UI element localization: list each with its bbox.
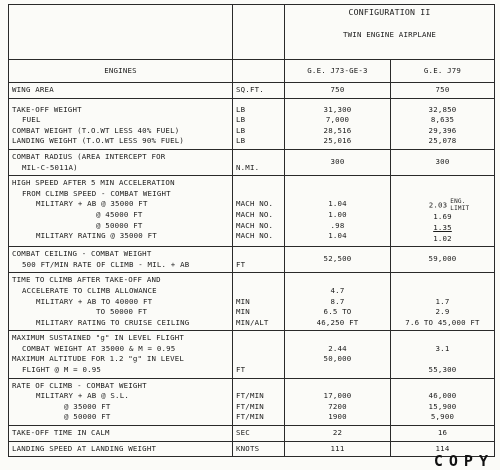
high-speed-units — [233, 176, 285, 247]
weights-row — [9, 98, 495, 149]
sustained-g-value: 3.1 — [435, 343, 450, 353]
speed-label: HIGH SPEED AFTER 5 MIN ACCELERATION — [12, 178, 175, 188]
time-to-climb-values-1 — [285, 273, 391, 331]
performance-table — [8, 4, 495, 457]
roc-unit: FT/MIN — [236, 401, 264, 411]
copy-stamp: COPY — [433, 452, 494, 470]
ceiling-label: 500 FT/MIN RATE OF CLIMB - MIL. + AB — [22, 259, 190, 269]
speed-value: 2.03 — [428, 200, 448, 210]
weight-value: 31,300 — [323, 104, 352, 114]
blank-header-cell — [9, 5, 233, 60]
speed-label: @ 45000 FT — [96, 209, 143, 219]
time-to-climb-labels — [9, 273, 233, 331]
weight-value: 25,016 — [323, 136, 352, 146]
landing-speed-value-2: 114 — [391, 441, 495, 457]
max-altitude-unit: FT — [233, 331, 285, 378]
combat-radius-value-1: 300 — [285, 149, 391, 175]
sustained-g-label: COMBAT WEIGHT AT 35000 & M = 0.95 — [22, 343, 176, 353]
climb-time-value: 1.7 — [435, 296, 450, 306]
climb-time-label: ACCELERATE TO CLIMB ALLOWANCE — [22, 285, 157, 295]
max-sustained-g-row — [9, 331, 495, 378]
roc-value: 15,900 — [428, 401, 457, 411]
roc-label: RATE OF CLIMB - COMBAT WEIGHT — [12, 380, 147, 390]
weight-unit: LB — [236, 115, 246, 125]
climb-time-value: 2.9 — [435, 307, 450, 317]
radius-label: COMBAT RADIUS (AREA INTERCEPT FOR — [12, 151, 166, 161]
speed-value: 1.69 — [433, 212, 452, 222]
takeoff-time-row — [9, 426, 495, 442]
climb-time-value: 46,250 FT — [316, 317, 359, 327]
combat-ceiling-row — [9, 247, 495, 273]
max-sustained-values-1 — [285, 331, 391, 378]
combat-ceiling-value-1: 52,500 — [285, 247, 391, 273]
high-speed-row — [9, 176, 495, 247]
high-speed-values-1 — [285, 176, 391, 247]
engine-1-name: G.E. J73-GE-3 — [285, 60, 391, 83]
max-altitude-value: 55,300 — [428, 365, 457, 375]
weight-label: COMBAT WEIGHT (T.O.WT LESS 40% FUEL) — [12, 125, 180, 135]
weight-unit: LB — [236, 125, 246, 135]
weights-values-2 — [391, 98, 495, 149]
roc-label: MILITARY + AB @ S.L. — [36, 391, 129, 401]
climb-time-value: 6.5 TO — [323, 307, 352, 317]
speed-value: 1.04 — [328, 231, 347, 241]
weight-value: 7,000 — [325, 115, 350, 125]
speed-unit: MACH NO. — [236, 231, 274, 241]
time-to-climb-units — [233, 273, 285, 331]
climb-time-label: TIME TO CLIMB AFTER TAKE-OFF AND — [12, 275, 161, 285]
combat-radius-row — [9, 149, 495, 175]
roc-value: 1900 — [328, 412, 347, 422]
speed-unit: MACH NO. — [236, 199, 274, 209]
sustained-g-label: MAXIMUM ALTITUDE FOR 1.2 "g" IN LEVEL — [12, 354, 185, 364]
takeoff-time-unit: SEC — [233, 426, 285, 442]
combat-ceiling-labels — [9, 247, 233, 273]
roc-value: 7200 — [328, 401, 347, 411]
speed-value: 1.02 — [433, 233, 452, 243]
climb-time-value: 4.7 — [330, 285, 345, 295]
speed-label: @ 50000 FT — [96, 220, 143, 230]
speed-label: MILITARY + AB @ 35000 FT — [36, 199, 148, 209]
speed-value: .98 — [330, 220, 345, 230]
rate-of-climb-values-2 — [391, 378, 495, 425]
weight-value: 25,078 — [428, 136, 457, 146]
blank-header-cell — [233, 5, 285, 60]
time-to-climb-row — [9, 273, 495, 331]
rate-of-climb-labels — [9, 378, 233, 425]
speed-unit: MACH NO. — [236, 209, 274, 219]
speed-value: 1.04 — [328, 199, 347, 209]
sustained-g-label: MAXIMUM SUSTAINED "g" IN LEVEL FLIGHT — [12, 333, 185, 343]
engines-unit-cell — [233, 60, 285, 83]
speed-label: MILITARY RATING @ 35000 FT — [36, 231, 157, 241]
weights-labels — [9, 98, 233, 149]
sustained-g-value: 2.44 — [328, 343, 347, 353]
high-speed-labels — [9, 176, 233, 247]
wing-area-row — [9, 83, 495, 99]
speed-value: 1.00 — [328, 209, 347, 219]
ceiling-label: COMBAT CEILING - COMBAT WEIGHT — [12, 249, 152, 259]
roc-value: 5,900 — [430, 412, 455, 422]
combat-radius-unit: N.MI. — [233, 149, 285, 175]
climb-time-label: MILITARY + AB TO 40000 FT — [36, 296, 153, 306]
weights-units — [233, 98, 285, 149]
combat-ceiling-unit: FT — [233, 247, 285, 273]
max-sustained-g-labels — [9, 331, 233, 378]
landing-speed-unit: KNOTS — [233, 441, 285, 457]
landing-speed-row — [9, 441, 495, 457]
takeoff-time-value-2: 16 — [391, 426, 495, 442]
rate-of-climb-row — [9, 378, 495, 425]
climb-time-label: TO 50000 FT — [96, 307, 148, 317]
weight-value: 29,396 — [428, 125, 457, 135]
engines-label: ENGINES — [9, 60, 233, 83]
configuration-subtitle: TWIN ENGINE AIRPLANE — [343, 29, 436, 39]
roc-label: @ 50000 FT — [64, 412, 111, 422]
configuration-heading — [285, 5, 495, 60]
weight-value: 8,635 — [430, 115, 455, 125]
weight-value: 32,850 — [428, 104, 457, 114]
weight-label: LANDING WEIGHT (T.O.WT LESS 90% FUEL) — [12, 136, 185, 146]
engine-2-name: G.E. J79 — [391, 60, 495, 83]
wing-area-value-1: 750 — [285, 83, 391, 99]
time-to-climb-values-2 — [391, 273, 495, 331]
speed-value: 1.35 — [433, 222, 452, 232]
rate-of-climb-units — [233, 378, 285, 425]
wing-area-unit: SQ.FT. — [233, 83, 285, 99]
climb-time-unit: MIN — [236, 296, 250, 306]
roc-label: @ 35000 FT — [64, 401, 111, 411]
climb-time-unit: MIN/ALT — [236, 317, 269, 327]
takeoff-time-label: TAKE-OFF TIME IN CALM — [9, 426, 233, 442]
wing-area-label: WING AREA — [9, 83, 233, 99]
engine-limit-note: ENG. LIMIT — [450, 198, 470, 212]
high-speed-values-2 — [391, 176, 495, 247]
combat-ceiling-value-2: 59,000 — [391, 247, 495, 273]
engines-row — [9, 60, 495, 83]
rate-of-climb-values-1 — [285, 378, 391, 425]
combat-radius-value-2: 300 — [391, 149, 495, 175]
radius-label: MIL-C-5011A) — [22, 162, 78, 172]
landing-speed-label: LANDING SPEED AT LANDING WEIGHT — [9, 441, 233, 457]
roc-unit: FT/MIN — [236, 412, 264, 422]
max-altitude-value: 50,000 — [323, 354, 352, 364]
max-sustained-values-2 — [391, 331, 495, 378]
wing-area-value-2: 750 — [391, 83, 495, 99]
landing-speed-value-1: 111 — [285, 441, 391, 457]
configuration-title: CONFIGURATION II — [348, 7, 431, 17]
speed-unit: MACH NO. — [236, 220, 274, 230]
sustained-g-label: FLIGHT @ M = 0.95 — [22, 365, 102, 375]
climb-time-label: MILITARY RATING TO CRUISE CEILING — [36, 317, 190, 327]
climb-time-unit: MIN — [236, 307, 250, 317]
weight-value: 28,516 — [323, 125, 352, 135]
weight-unit: LB — [236, 104, 246, 114]
weights-values-1 — [285, 98, 391, 149]
combat-radius-labels — [9, 149, 233, 175]
takeoff-time-value-1: 22 — [285, 426, 391, 442]
config-header-row — [9, 5, 495, 60]
climb-time-value: 7.6 TO 45,000 FT — [405, 317, 480, 327]
roc-value: 46,000 — [428, 391, 457, 401]
speed-label: FROM CLIMB SPEED - COMBAT WEIGHT — [22, 188, 171, 198]
weight-unit: LB — [236, 136, 246, 146]
roc-unit: FT/MIN — [236, 391, 264, 401]
climb-time-value: 8.7 — [330, 296, 345, 306]
weight-label: TAKE-OFF WEIGHT — [12, 104, 82, 114]
roc-value: 17,000 — [323, 391, 352, 401]
weight-label: FUEL — [22, 115, 41, 125]
